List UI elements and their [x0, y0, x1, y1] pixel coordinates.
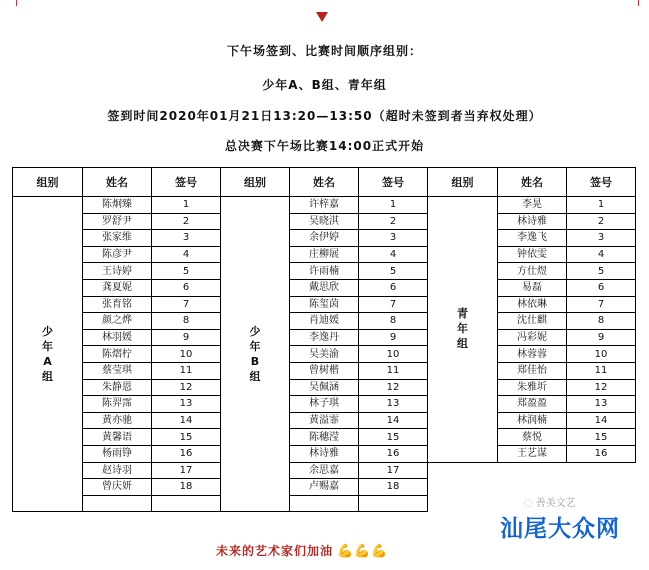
roster-table [12, 167, 636, 512]
cell-number-y: 11 [567, 362, 636, 379]
cell-name-b: 陈穗滢 [290, 429, 359, 446]
heading-signin-time: 签到时间2020年01月21日13:20—13:50（超时未签到者当弃权处理） [107, 109, 542, 123]
cell-name-a: 陈彦尹 [83, 246, 152, 263]
group-label-a [13, 197, 83, 512]
cell-number-b: 2 [359, 213, 428, 230]
cell-name-b [290, 495, 359, 512]
header-name-b: 姓名 [290, 168, 359, 197]
triangle-down-icon [316, 12, 328, 22]
cell-name-a: 陈炯臻 [83, 197, 152, 214]
cell-name-b: 许梓嘉 [290, 197, 359, 214]
cell-number-y: 7 [567, 296, 636, 313]
cell-number-a: 8 [152, 313, 221, 330]
cell-number-y: 8 [567, 313, 636, 330]
cell-number-b: 14 [359, 412, 428, 429]
table-header-row [13, 168, 636, 197]
heading-groups: 少年A、B组、青年组 [262, 78, 387, 92]
cell-name-a: 张育铭 [83, 296, 152, 313]
table-row [13, 313, 636, 330]
cell-number-a: 17 [152, 462, 221, 479]
cell-number-y: 3 [567, 230, 636, 247]
cell-name-y: 朱雅圻 [498, 379, 567, 396]
cell-name-a: 林羽媛 [83, 329, 152, 346]
cell-name-a: 陈熠柠 [83, 346, 152, 363]
cell-name-b: 戴思欣 [290, 279, 359, 296]
footer-slogan [216, 542, 389, 559]
cell-name-y: 蔡悦 [498, 429, 567, 446]
cell-name-b: 吴美渝 [290, 346, 359, 363]
cell-name-b: 黄溢霏 [290, 412, 359, 429]
cell-name-y: 林润楠 [498, 412, 567, 429]
cell-number-a: 14 [152, 412, 221, 429]
cell-number-b: 16 [359, 445, 428, 462]
cell-name-a [83, 495, 152, 512]
cell-number-y: 5 [567, 263, 636, 280]
cell-number-b: 15 [359, 429, 428, 446]
heading-start-time: 总决赛下午场比赛14:00正式开始 [224, 139, 425, 153]
table-row [13, 396, 636, 413]
group-label-b [221, 197, 290, 512]
cell-number-b: 9 [359, 329, 428, 346]
cell-number-a: 10 [152, 346, 221, 363]
watermark-small [524, 494, 576, 509]
cell-name-y: 方仕煜 [498, 263, 567, 280]
cell-name-b: 曾树楷 [290, 362, 359, 379]
group-label-stack: 少年A组 [42, 324, 53, 383]
table-row [13, 362, 636, 379]
cell-number-a: 13 [152, 396, 221, 413]
cell-number-y: 12 [567, 379, 636, 396]
group-label-stack: 青年组 [457, 307, 468, 351]
watermark-big: 汕尾大众网 [500, 516, 620, 542]
cell-number-a: 2 [152, 213, 221, 230]
cell-name-a: 黄亦驰 [83, 412, 152, 429]
cell-number-b: 7 [359, 296, 428, 313]
cell-name-a: 颜之烨 [83, 313, 152, 330]
cell-name-a: 朱静恩 [83, 379, 152, 396]
cell-number-a: 15 [152, 429, 221, 446]
header-name-a: 姓名 [83, 168, 152, 197]
cell-name-a: 龚夏妮 [83, 279, 152, 296]
cell-name-b: 许雨楠 [290, 263, 359, 280]
cell-number-a: 18 [152, 479, 221, 496]
cell-name-a: 张家维 [83, 230, 152, 247]
group-label-stack: 少年B组 [249, 324, 261, 383]
cell-name-b: 余伊婷 [290, 230, 359, 247]
cell-name-y: 沈仕麒 [498, 313, 567, 330]
cell-name-b: 余思嘉 [290, 462, 359, 479]
table-row [13, 462, 636, 479]
table-row [13, 279, 636, 296]
cell-name-y: 郑佳怡 [498, 362, 567, 379]
cell-number-b: 13 [359, 396, 428, 413]
cell-number-a: 4 [152, 246, 221, 263]
cell-number-a: 9 [152, 329, 221, 346]
cell-number-y: 15 [567, 429, 636, 446]
footer-text: 未来的艺术家们加油 [216, 544, 334, 558]
header-number-y: 签号 [567, 168, 636, 197]
cell-number-a: 7 [152, 296, 221, 313]
cell-number-b: 8 [359, 313, 428, 330]
cell-number-b: 5 [359, 263, 428, 280]
cell-name-a: 黄馨语 [83, 429, 152, 446]
group-label-y [428, 197, 498, 463]
table-row [13, 246, 636, 263]
header-group-y: 组别 [428, 168, 498, 197]
header-name-y: 姓名 [498, 168, 567, 197]
cell-number-b: 17 [359, 462, 428, 479]
cell-number-a: 12 [152, 379, 221, 396]
cell-number-y: 6 [567, 279, 636, 296]
cell-name-a: 赵诗羽 [83, 462, 152, 479]
cell-number-b: 18 [359, 479, 428, 496]
table-row [13, 263, 636, 280]
cell-name-y: 林蓉蓉 [498, 346, 567, 363]
table-row [13, 197, 636, 214]
flexed-biceps-icon: 💪💪💪 [337, 544, 389, 559]
decor-line-left [16, 0, 17, 6]
cell-name-a: 罗舒尹 [83, 213, 152, 230]
cell-number-a: 1 [152, 197, 221, 214]
cell-number-y: 2 [567, 213, 636, 230]
cell-number-b: 11 [359, 362, 428, 379]
cell-name-b: 林诗雅 [290, 445, 359, 462]
cell-name-b: 林子琪 [290, 396, 359, 413]
cell-name-y: 林依琳 [498, 296, 567, 313]
table-row [13, 379, 636, 396]
cell-number-a: 16 [152, 445, 221, 462]
cell-number-a: 5 [152, 263, 221, 280]
cell-name-a: 杨雨铮 [83, 445, 152, 462]
header-group-a: 组别 [13, 168, 83, 197]
cell-name-b: 卢赐嘉 [290, 479, 359, 496]
table-row [13, 412, 636, 429]
cell-name-b: 陈玺茵 [290, 296, 359, 313]
cell-number-y: 9 [567, 329, 636, 346]
heading-title: 下午场签到、比赛时间顺序组别： [226, 44, 422, 58]
cell-name-a: 王诗婷 [83, 263, 152, 280]
cell-name-a: 曾庆妍 [83, 479, 152, 496]
cell-number-b: 6 [359, 279, 428, 296]
table-row [13, 445, 636, 462]
wechat-icon: ◌ [524, 498, 533, 509]
cell-name-y: 李逸飞 [498, 230, 567, 247]
cell-number-b: 12 [359, 379, 428, 396]
header-number-b: 签号 [359, 168, 428, 197]
cell-number-b: 4 [359, 246, 428, 263]
table-row [13, 213, 636, 230]
cell-name-b: 庄柳展 [290, 246, 359, 263]
table-row [13, 230, 636, 247]
cell-number-a: 3 [152, 230, 221, 247]
cell-name-y: 李晃 [498, 197, 567, 214]
cell-number-y: 14 [567, 412, 636, 429]
cell-name-a: 陈羿霈 [83, 396, 152, 413]
header-number-a: 签号 [152, 168, 221, 197]
table-row [13, 296, 636, 313]
cell-name-y: 易磊 [498, 279, 567, 296]
cell-number-y: 16 [567, 445, 636, 462]
cell-number-y: 10 [567, 346, 636, 363]
decor-line-right [638, 0, 639, 6]
table-row [13, 346, 636, 363]
cell-name-b: 肖迪媛 [290, 313, 359, 330]
cell-name-b: 吴晓淇 [290, 213, 359, 230]
cell-number-y: 13 [567, 396, 636, 413]
cell-name-a: 蔡莹琪 [83, 362, 152, 379]
cell-name-y: 郑盈盈 [498, 396, 567, 413]
cell-number-a [152, 495, 221, 512]
cell-name-b: 吴佩涵 [290, 379, 359, 396]
header-group-b: 组别 [221, 168, 290, 197]
cell-name-y: 林诗雅 [498, 213, 567, 230]
cell-number-y: 1 [567, 197, 636, 214]
cell-number-b: 10 [359, 346, 428, 363]
watermark-small-text: 善美文艺 [535, 498, 576, 509]
table-row [13, 429, 636, 446]
cell-name-y: 钟依雯 [498, 246, 567, 263]
cell-name-y: 王艺谋 [498, 445, 567, 462]
cell-name-y: 冯彩妮 [498, 329, 567, 346]
cell-name-b: 李逸丹 [290, 329, 359, 346]
cell-number-y: 4 [567, 246, 636, 263]
cell-number-a: 11 [152, 362, 221, 379]
table-row [13, 329, 636, 346]
cell-number-b [359, 495, 428, 512]
cell-number-b: 3 [359, 230, 428, 247]
cell-number-a: 6 [152, 279, 221, 296]
cell-number-b: 1 [359, 197, 428, 214]
